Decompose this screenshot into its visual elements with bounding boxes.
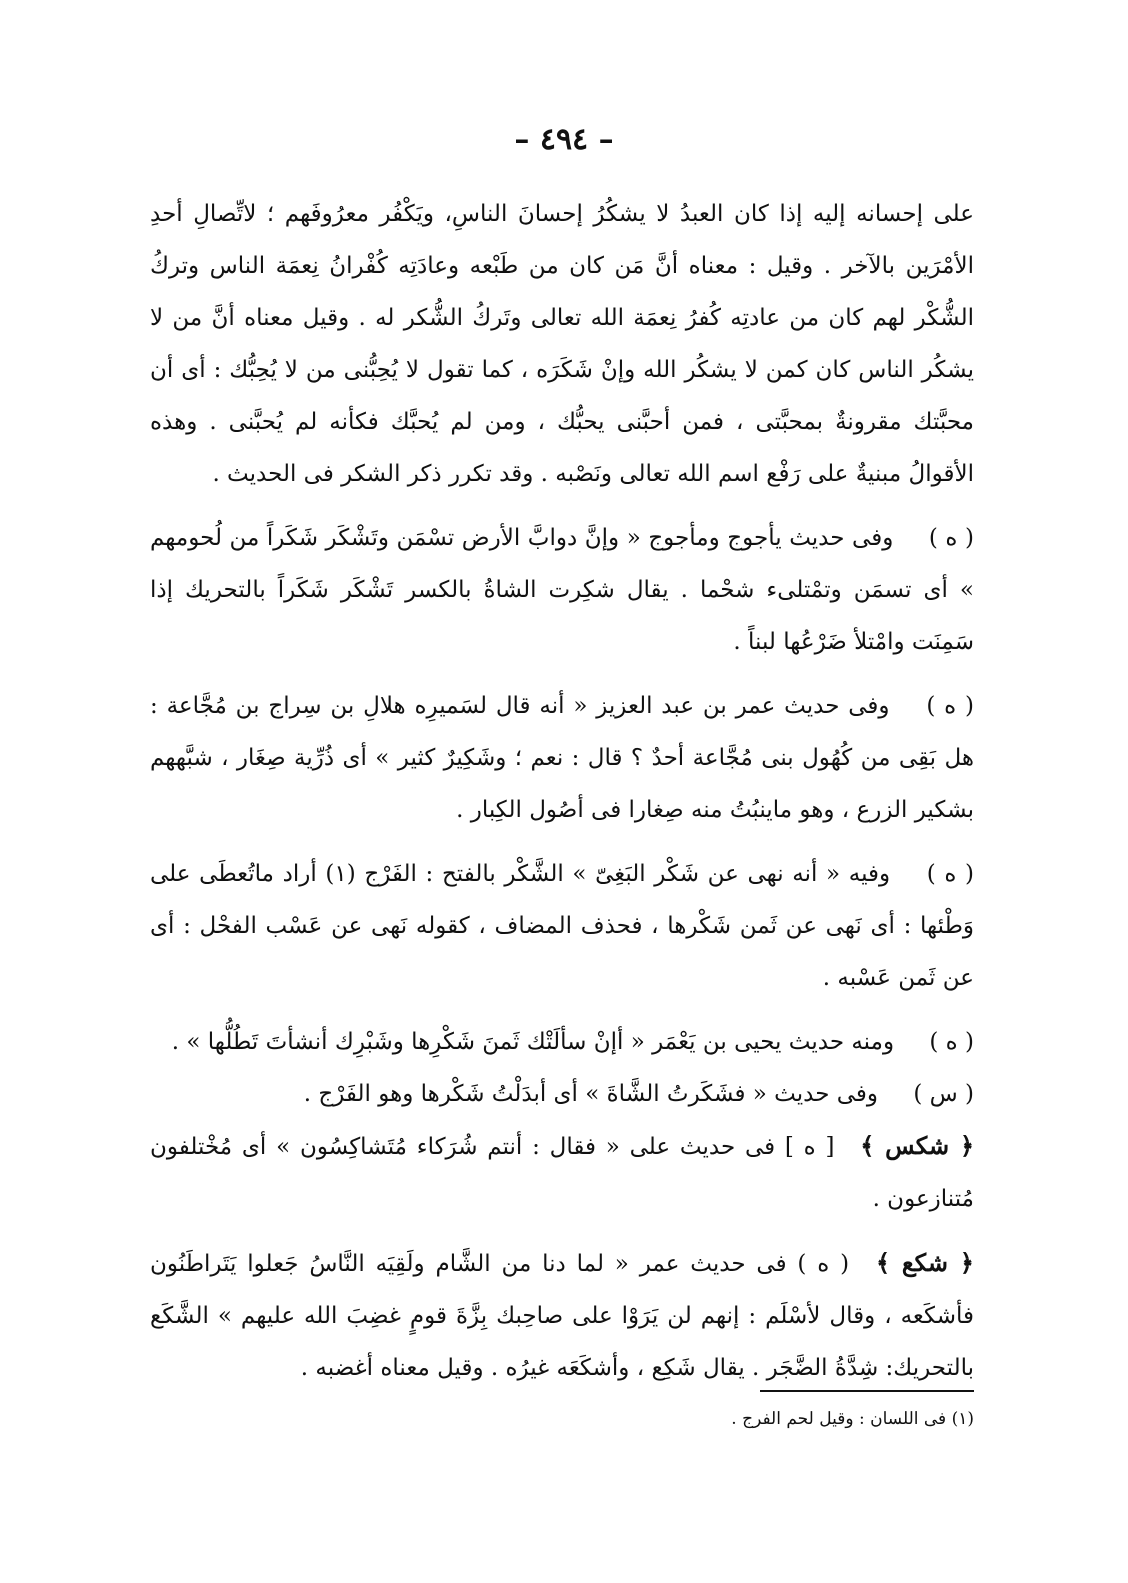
paragraph-text: وفى حديث « فشَكَرتُ الشَّاةَ » أى أبدَلْتُ شَكْرها وهو الفَرْج .	[303, 1081, 879, 1107]
footnote: (١) فى اللسان : وقيل لحم الفرج .	[731, 1409, 974, 1429]
paragraph-text: وفيه « أنه نهى عن شَكْر البَغِىّ » الشَّكْر بالفتح : الفَرْج (١) أراد ماتُعطَى على وَطْئها : أى نَهى عن ثَمن شَكْرها ، فحذف المضاف ، كقوله نَهى عن عَسْب الفحْل : أى عن ثَمن عَسْبه .	[150, 861, 974, 991]
footnote-divider	[760, 1390, 974, 1392]
paragraph-text: على إحسانه إليه إذا كان العبدُ لا يشكُرُ إحسانَ الناسِ، ويَكْفُر معرُوفَهم ؛ لاتِّصالِ أحدِ الأمْرَين بالآخر . وقيل : معناه أنَّ مَن كان من طَبْعه وعادَتِه كُفْرانُ نِعمَة الناس وتركُ الشُّكْر لهم كان من عادتِه كُفرُ نِعمَة الله تعالى وتَركُ الشُّكر له . وقيل معناه أنَّ من لا يشكُر الناس كان كمن لا يشكُر الله وإنْ شَكَرَه ، كما تقول لا يُحِبُّنى من لا يُحِبُّك : أى أن محبَّتك مقرونةٌ بمحبَّتى ، فمن أحبَّنى يحبُّك ، ومن لم يُحبَّك فكأنه لم يُحبَّنى . وهذه الأقوالُ مبنيةٌ على رَفْع اسم الله تعالى ونَصْبه . وقد تكرر ذكر الشكر فى الحديث .	[150, 201, 974, 487]
source-marker: ( س )	[913, 1081, 974, 1107]
source-marker: ( ه )	[929, 1029, 974, 1055]
paragraph	[150, 188, 974, 500]
entry-paragraph	[150, 1120, 974, 1225]
paragraph-text: وفى حديث عمر بن عبد العزيز « أنه قال لسَميرِه هلالِ بن سِراج بن مُجَّاعة : هل بَقِى من كُهُول بنى مُجَّاعة أحدٌ ؟ قال : نعم ؛ وشَكِيرٌ كثير » أى ذُرِّية صِغَار ، شبَّههم بشكير الزرع ، وهو ماينبُتُ منه صِغارا فى أصُول الكِبار .	[150, 693, 974, 823]
paragraph	[150, 1068, 974, 1120]
entry-heading: ﴿ شكع ﴾	[875, 1248, 974, 1277]
paragraph	[150, 680, 974, 836]
source-marker: ( ه )	[926, 861, 975, 887]
entry-heading: ﴿ شكس ﴾	[860, 1131, 975, 1160]
paragraph-text: ( ه ) فى حديث عمر « لما دنا من الشَّام ولَقِيَه النَّاسُ جَعلوا يَتَراطَنُون فأشكَعه ، وقال لأسْلَم : إنهم لن يَرَوْا على صاحِبك بِزَّةَ قومٍ غضِبَ الله عليهم » الشَّكَع بالتحريك: شِدَّةُ الضَّجَر . يقال شَكِع ، وأشكَعَه غيرُه . وقيل معناه أغضبه .	[150, 1251, 974, 1381]
page-number: – ٤٩٤ –	[514, 122, 614, 157]
entry-paragraph	[150, 1237, 974, 1394]
paragraph-text: وفى حديث يأجوج ومأجوج « وإنَّ دوابَّ الأرض تسْمَن وتَشْكَر شَكَراً من لُحومهم » أى تسمَن وتمْتلىء شحْما . يقال شكِرت الشاةُ بالكسر تَشْكَر شَكَراً بالتحريك إذا سَمِنَت وامْتلأ ضَرْعُها لبناً .	[150, 525, 974, 655]
paragraph-text: ومنه حديث يحيى بن يَعْمَر « أإنْ سألَتْك ثَمنَ شَكْرِها وشَبْرِك أنشأتَ تَطُلُّها » .	[171, 1029, 895, 1055]
paragraph-text: [ ه ] فى حديث على « فقال : أنتم شُرَكاء مُتَشاكِسُون » أى مُخْتلفون مُتنازعون .	[150, 1134, 974, 1212]
text-body	[150, 188, 974, 1406]
source-marker: ( ه )	[928, 525, 975, 551]
paragraph	[150, 1016, 974, 1068]
paragraph	[150, 512, 974, 668]
source-marker: ( ه )	[926, 693, 974, 719]
paragraph	[150, 848, 974, 1004]
